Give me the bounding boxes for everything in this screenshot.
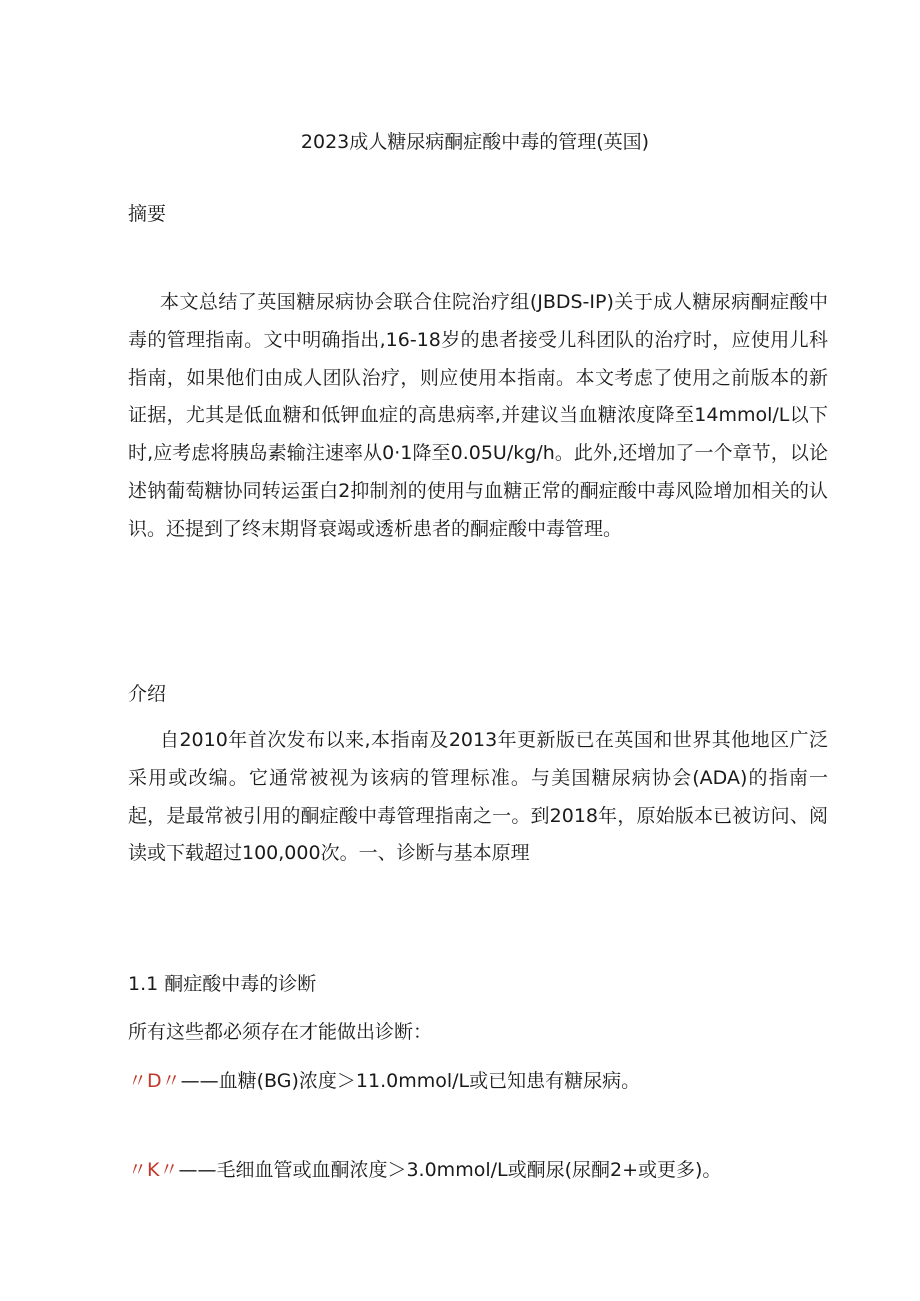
abstract-heading: 摘要: [128, 203, 167, 225]
intro-heading: 介绍: [128, 683, 167, 705]
criterion-label: 〃K〃: [128, 1159, 179, 1181]
criterion-label: 〃D〃: [128, 1070, 181, 1092]
section-heading-diagnosis: 1.1 酮症酸中毒的诊断: [128, 973, 317, 995]
criterion-text: ——血糖(BG)浓度＞11.0mmol/L或已知患有糖尿病。: [180, 1070, 641, 1092]
criterion-k: [128, 1156, 721, 1184]
intro-paragraph: 自2010年首次发布以来,本指南及2013年更新版已在英国和世界其他地区广泛采用或改编。它通常被视为该病的管理标准。与美国糖尿病协会(ADA)的指南一起，是最常被引用的酮症酸中毒管理指南之一。到2018年，原始版本已被访问、阅读或下载超过100,000次。一、诊断与基本原理: [128, 729, 828, 865]
criteria-intro: 所有这些都必须存在才能做出诊断：: [128, 1021, 433, 1043]
criterion-text: ——毛细血管或血酮浓度＞3.0mmol/L或酮尿(尿酮2+或更多)。: [178, 1159, 722, 1181]
document-title: 2023成人糖尿病酮症酸中毒的管理(英国): [300, 131, 650, 153]
criterion-d: [128, 1067, 640, 1095]
abstract-paragraph: 本文总结了英国糖尿病协会联合住院治疗组(JBDS-IP)关于成人糖尿病酮症酸中毒的管理指南。文中明确指出,16-18岁的患者接受儿科团队的治疗时，应使用儿科指南，如果他们由成人团队治疗，则应使用本指南。本文考虑了使用之前版本的新证据，尤其是低血糖和低钾血症的高患病率,并建议当血糖浓度降至14mmol/L以下时,应考虑将胰岛素输注速率从0·1降至0.05U∕kg∕h。此外,还增加了一个章节，以论述钠葡萄糖协同转运蛋白2抑制剂的使用与血糖正常的酮症酸中毒风险增加相关的认识。还提到了终末期肾衰竭或透析患者的酮症酸中毒管理。: [128, 291, 828, 540]
